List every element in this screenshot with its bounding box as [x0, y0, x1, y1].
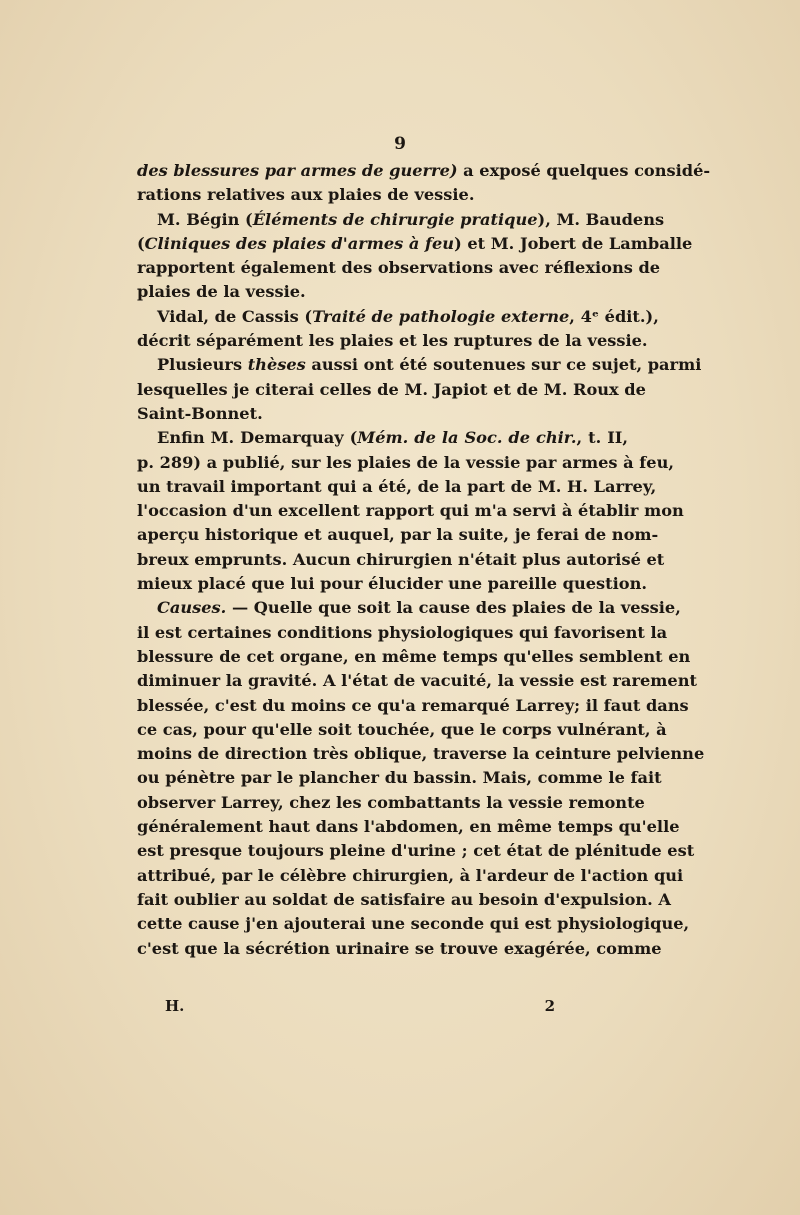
text-span: observer Larrey, chez les combattants la vessie remonte [137, 792, 645, 812]
page-number: 9 [394, 134, 406, 154]
page-footer [165, 997, 555, 1019]
text-span: , 4ᵉ édit.), [569, 306, 659, 326]
text-line [137, 912, 690, 936]
text-span: il est certaines conditions physiologiques qui favorisent la [137, 622, 668, 642]
italic-span: Cliniques des plaies d'armes à feu [144, 233, 455, 253]
text-span: Plusieurs [157, 355, 248, 375]
text-line [137, 766, 662, 790]
text-span: fait oublier au soldat de satisfaire au besoin d'expulsion. A [137, 889, 671, 909]
text-line [137, 426, 628, 450]
text-span: blessée, c'est du moins ce qu'a remarqué Larrey; il faut dans [137, 695, 689, 715]
text-span: , t. II, [576, 428, 628, 448]
text-line [137, 378, 646, 402]
text-line [137, 402, 628, 426]
text-line [137, 475, 657, 499]
text-span: aussi ont été soutenues sur ce sujet, parmi [305, 355, 702, 375]
text-span: généralement haut dans l'abdomen, en même temps qu'elle [137, 817, 680, 837]
signature-mark-right: 2 [544, 997, 555, 1015]
text-line [137, 159, 711, 183]
signature-mark-left: H. [165, 997, 185, 1015]
text-span: cette cause j'en ajouterai une seconde qui est physiologique, [137, 914, 690, 934]
text-line [137, 232, 693, 256]
italic-span: des blessures par armes de guerre) [137, 161, 458, 180]
text-span: ou pénètre par le plancher du bassin. Mais, comme le fait [137, 768, 662, 788]
text-line [137, 548, 665, 572]
text-span: ( [137, 233, 145, 253]
italic-span: Mém. de la Soc. de chir. [357, 428, 577, 448]
text-span: Saint-Bonnet. [137, 403, 263, 423]
text-line [137, 742, 705, 766]
text-span: moins de direction très oblique, traverse la ceinture pelvienne [137, 744, 705, 764]
text-line [137, 572, 647, 596]
text-span: Vidal, de Cassis ( [157, 306, 313, 326]
text-span: — Quelle que soit la cause des plaies de la vessie, [226, 598, 681, 618]
text-line [137, 353, 702, 377]
text-span: p. 289) a publié, sur les plaies de la vessie par armes à feu, [137, 452, 674, 472]
text-line [137, 280, 628, 304]
text-span: ) et M. Jobert de Lamballe [454, 233, 693, 253]
text-line [137, 864, 684, 888]
text-line [137, 669, 697, 693]
text-span: ), M. Baudens [537, 209, 665, 229]
text-line [137, 621, 668, 645]
text-line [137, 329, 648, 353]
text-span: rations relatives aux plaies de vessie. [137, 185, 475, 205]
text-span: a exposé quelques considé- [457, 161, 711, 180]
text-line [137, 523, 659, 547]
text-line [137, 645, 691, 669]
text-span: attribué, par le célèbre chirurgien, à l'ardeur de l'action qui [137, 865, 684, 885]
text-span: ce cas, pour qu'elle soit touchée, que le corps vulnérant, à [137, 719, 667, 739]
text-span: est presque toujours pleine d'urine ; cet état de plénitude est [137, 841, 695, 861]
text-span: rapportent également des observations avec réflexions de [137, 258, 661, 278]
text-line [137, 815, 680, 839]
text-span: l'occasion d'un excellent rapport qui m'a servi à établir mon [137, 501, 684, 521]
text-span: blessure de cet organe, en même temps qu'elles semblent en [137, 646, 691, 666]
text-line [137, 718, 667, 742]
italic-span: Traité de pathologie externe [312, 306, 570, 326]
text-line [137, 499, 684, 523]
text-span: diminuer la gravité. A l'état de vacuité, la vessie est rarement [137, 671, 697, 691]
body-text [137, 159, 711, 961]
text-span: aperçu historique et auquel, par la suite, je ferai de nom- [137, 525, 659, 545]
text-line [137, 888, 671, 912]
text-line [137, 937, 662, 961]
text-line [137, 694, 689, 718]
text-span: plaies de la vessie. [137, 282, 306, 302]
text-span: lesquelles je citerai celles de M. Japiot et de M. Roux de [137, 379, 646, 399]
text-line [137, 451, 674, 475]
text-line [137, 183, 628, 207]
italic-span: Causes. [157, 598, 227, 618]
text-line [137, 305, 659, 329]
text-span: un travail important qui a été, de la part de M. H. Larrey, [137, 476, 657, 496]
text-span: décrit séparément les plaies et les ruptures de la vessie. [137, 331, 648, 351]
text-span: mieux placé que lui pour élucider une pareille question. [137, 574, 647, 594]
text-line [137, 208, 665, 232]
italic-span: Éléments de chirurgie pratique [252, 209, 538, 229]
text-span: M. Bégin ( [157, 209, 253, 229]
text-span: c'est que la sécrétion urinaire se trouve exagérée, comme [137, 938, 662, 958]
text-line [137, 256, 661, 280]
text-line [137, 791, 645, 815]
text-line [137, 839, 695, 863]
text-span: Enfin M. Demarquay ( [157, 428, 358, 448]
text-span: breux emprunts. Aucun chirurgien n'était plus autorisé et [137, 549, 665, 569]
italic-span: thèses [247, 355, 306, 375]
text-line [137, 596, 681, 620]
